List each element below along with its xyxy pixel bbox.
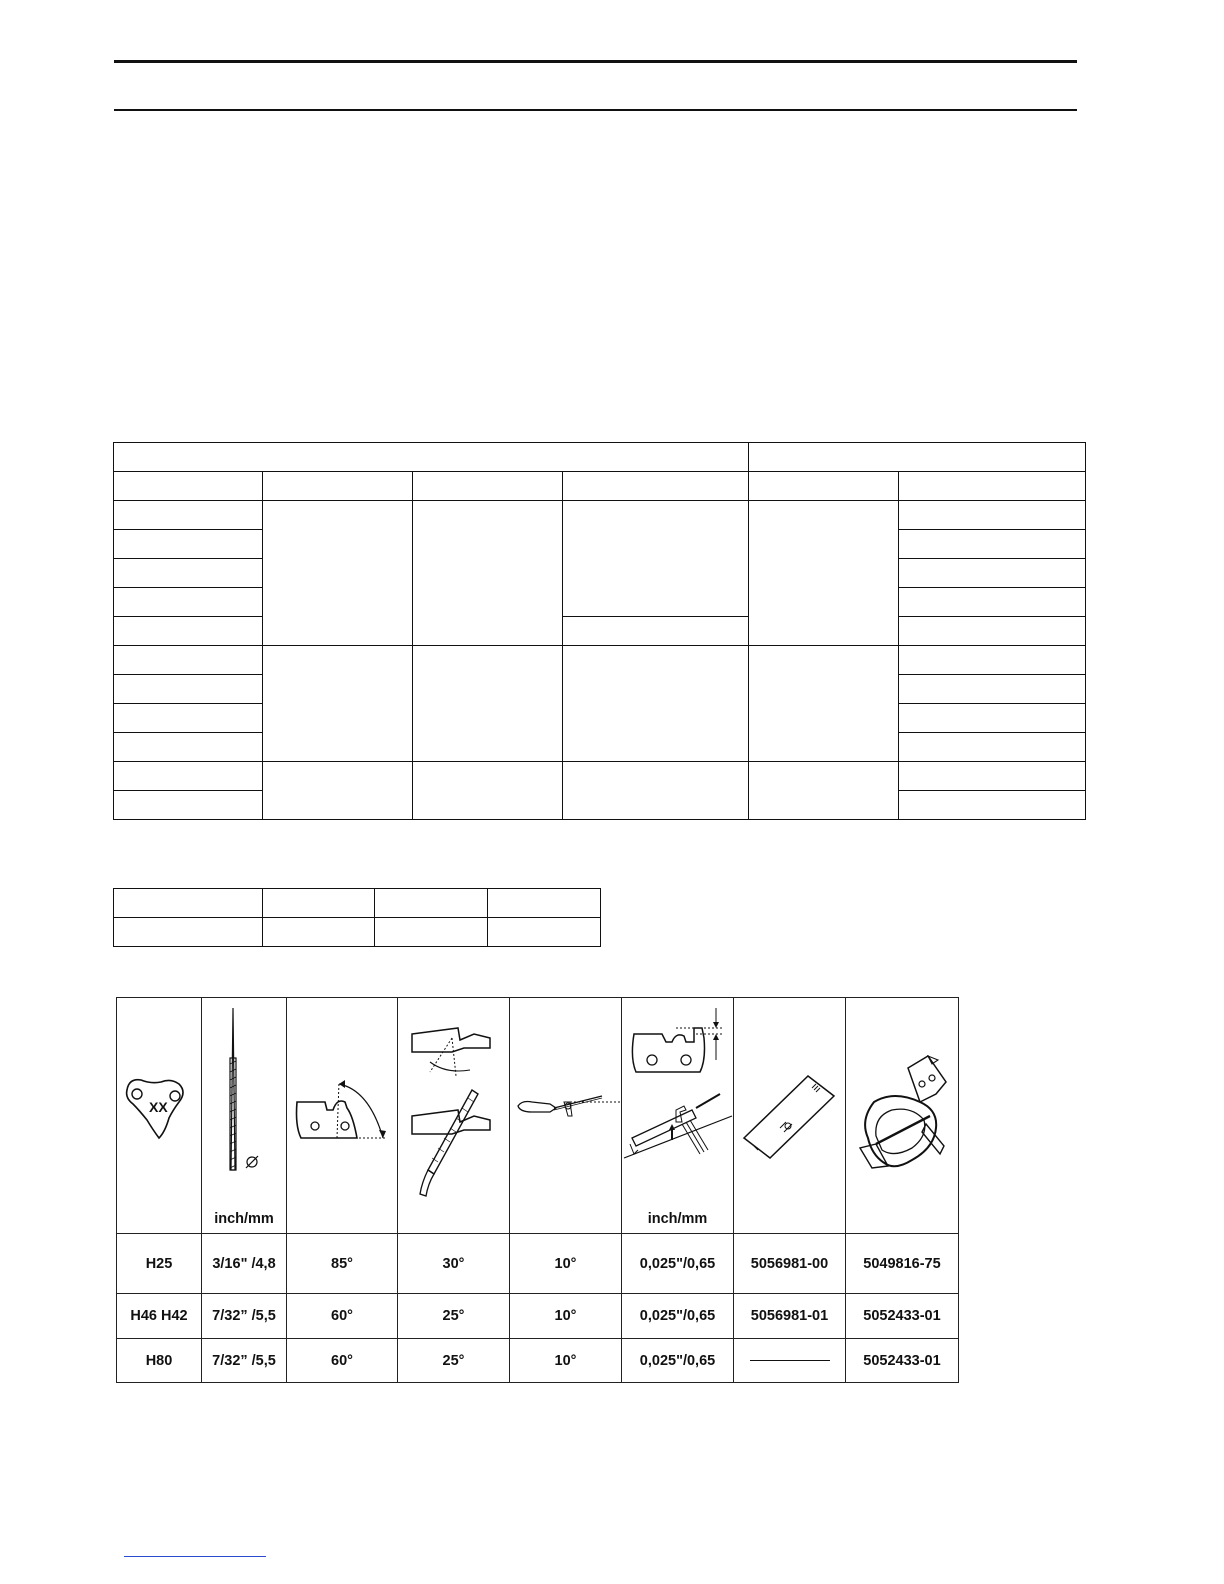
table-cell xyxy=(899,530,1086,559)
table-cell xyxy=(488,918,601,947)
table-cell xyxy=(114,675,263,704)
round-file-cell xyxy=(202,998,287,1234)
table-cell xyxy=(899,617,1086,646)
table-cell xyxy=(263,501,413,646)
holder-part-cell: 5052433-01 xyxy=(846,1339,959,1383)
table-cell xyxy=(488,889,601,918)
table-cell xyxy=(563,762,749,820)
table-header-cell xyxy=(114,443,749,472)
table-row xyxy=(117,1234,959,1294)
table-cell xyxy=(114,646,263,675)
table-row xyxy=(117,1339,959,1383)
table-header-cell xyxy=(749,443,1086,472)
filing-angle-cell xyxy=(398,998,510,1234)
holder-part-cell: 5049816-75 xyxy=(846,1234,959,1294)
table-cell xyxy=(749,762,899,820)
table-cell xyxy=(749,646,899,762)
footer-link-underline xyxy=(124,1556,266,1557)
gauge-part-cell: 5056981-01 xyxy=(734,1294,846,1339)
table-cell xyxy=(899,733,1086,762)
filing-angle-value-cell: 30° xyxy=(398,1234,510,1294)
table-cell xyxy=(375,918,488,947)
sharpening-table xyxy=(116,997,959,1383)
table-cell xyxy=(563,472,749,501)
chain-marking-icon xyxy=(117,998,202,1233)
table-cell xyxy=(114,530,263,559)
file-holder-cell xyxy=(846,998,959,1234)
table-cell xyxy=(413,762,563,820)
chain-type-cell: H25 xyxy=(117,1234,202,1294)
depth-cell: 0,025"/0,65 xyxy=(622,1234,734,1294)
filing-angle-value-cell: 25° xyxy=(398,1339,510,1383)
svg-text:XX: XX xyxy=(149,1099,168,1115)
table-cell xyxy=(899,675,1086,704)
table-cell xyxy=(563,617,749,646)
table-cell xyxy=(114,733,263,762)
table-cell xyxy=(114,704,263,733)
tilt-cell: 10° xyxy=(510,1234,622,1294)
depth-cell: 0,025"/0,65 xyxy=(622,1294,734,1339)
chain-type-cell: H80 xyxy=(117,1339,202,1383)
table-cell xyxy=(114,559,263,588)
top-angle-cell: 60° xyxy=(287,1294,398,1339)
file-size-cell: 7/32” /5,5 xyxy=(202,1339,287,1383)
table-cell xyxy=(899,559,1086,588)
table-cell xyxy=(899,762,1086,791)
table-cell xyxy=(899,501,1086,530)
file-size-cell: 7/32” /5,5 xyxy=(202,1294,287,1339)
table-cell xyxy=(413,646,563,762)
table-cell xyxy=(114,588,263,617)
file-tilt-icon xyxy=(510,998,622,1233)
depth-cell: 0,025"/0,65 xyxy=(622,1339,734,1383)
table-cell xyxy=(263,646,413,762)
file-tilt-cell xyxy=(510,998,622,1234)
depth-gauge-cell xyxy=(622,998,734,1234)
table-cell xyxy=(114,918,263,947)
table-cell xyxy=(114,762,263,791)
file-gauge-plate-cell xyxy=(734,998,846,1234)
file-gauge-plate-icon xyxy=(734,998,846,1233)
gauge-part-cell xyxy=(734,1339,846,1383)
table-cell xyxy=(263,472,413,501)
tilt-cell: 10° xyxy=(510,1339,622,1383)
table-cell xyxy=(563,646,749,762)
specification-table xyxy=(113,442,1086,820)
tilt-cell: 10° xyxy=(510,1294,622,1339)
table-cell xyxy=(114,472,263,501)
small-table xyxy=(113,888,601,947)
depth-gauge-unit: inch/mm xyxy=(647,1211,708,1227)
top-plate-angle-cell xyxy=(287,998,398,1234)
depth-gauge-icon xyxy=(622,998,734,1233)
table-cell xyxy=(263,918,375,947)
table-cell xyxy=(263,762,413,820)
table-cell xyxy=(114,889,263,918)
table-cell xyxy=(114,617,263,646)
filing-angle-value-cell: 25° xyxy=(398,1294,510,1339)
chain-marking-cell xyxy=(117,998,202,1234)
table-cell xyxy=(899,791,1086,820)
file-holder-icon xyxy=(846,998,959,1233)
top-angle-cell: 85° xyxy=(287,1234,398,1294)
table-cell xyxy=(413,472,563,501)
table-cell xyxy=(413,501,563,646)
filing-angle-icon xyxy=(398,998,510,1233)
table-cell xyxy=(899,472,1086,501)
header-rule-bottom xyxy=(114,109,1077,111)
table-cell xyxy=(263,889,375,918)
table-cell xyxy=(114,791,263,820)
gauge-part-cell: 5056981-00 xyxy=(734,1234,846,1294)
top-angle-cell: 60° xyxy=(287,1339,398,1383)
chain-type-cell: H46 H42 xyxy=(117,1294,202,1339)
table-cell xyxy=(899,588,1086,617)
table-cell xyxy=(375,889,488,918)
header-rule-top xyxy=(114,60,1077,63)
table-cell xyxy=(563,501,749,617)
table-cell xyxy=(899,704,1086,733)
file-size-cell: 3/16" /4,8 xyxy=(202,1234,287,1294)
not-applicable-dash xyxy=(750,1360,830,1361)
file-diameter-unit: inch/mm xyxy=(214,1211,274,1227)
table-cell xyxy=(749,472,899,501)
round-file-icon xyxy=(202,998,287,1233)
table-row xyxy=(117,1294,959,1339)
table-cell xyxy=(899,646,1086,675)
top-plate-angle-icon xyxy=(287,998,398,1233)
table-cell xyxy=(114,501,263,530)
table-cell xyxy=(749,501,899,646)
holder-part-cell: 5052433-01 xyxy=(846,1294,959,1339)
